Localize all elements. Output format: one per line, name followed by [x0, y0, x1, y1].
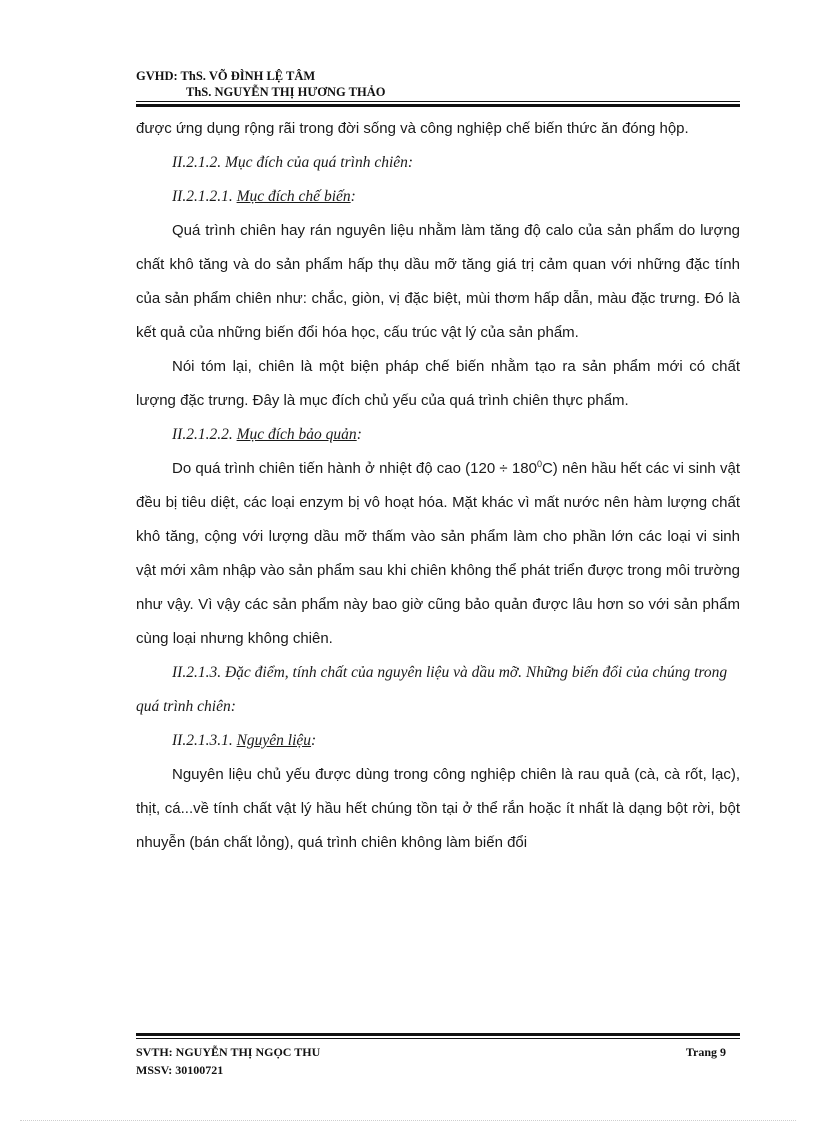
header-advisor-2: ThS. NGUYỄN THỊ HƯƠNG THẢO	[186, 85, 386, 99]
heading-preservation-purpose	[136, 418, 740, 452]
heading-colon: :	[311, 732, 317, 749]
heading-colon: :	[356, 426, 362, 443]
paragraph-preservation	[136, 452, 740, 656]
paragraph-intro: được ứng dụng rộng rãi trong đời sống và công nghiệp chế biến thức ăn đóng hộp.	[136, 120, 689, 137]
heading-raw-materials	[136, 724, 740, 758]
paragraph-processing: Quá trình chiên hay rán nguyên liệu nhằm làm tăng độ calo của sản phẩm do lượng chất khô tăng và do sản phẩm hấp thụ dầu mỡ tăng giá trị cảm quan với những đặc tính của sản phẩm chiên như: chắc, giòn, vị đặc biệt, mùi thơm hấp dẫn, màu đặc trưng. Đó là kết quả của những biến đổi hóa học, cấu trúc vật lý của sản phẩm.	[136, 222, 740, 341]
heading-colon: :	[350, 188, 356, 205]
heading-title: Nguyên liệu	[236, 732, 312, 749]
header-rule-thin	[136, 101, 740, 102]
paragraph-summary: Nói tóm lại, chiên là một biện pháp chế biến nhằm tạo ra sản phẩm mới có chất lượng đặc trưng. Đây là mục đích chủ yếu của quá trình chiên thực phẩm.	[136, 358, 740, 409]
heading-processing-purpose	[136, 180, 740, 214]
footer-student-id: MSSV: 30100721	[136, 1063, 224, 1077]
header-advisor-1: GVHD: ThS. VÕ ĐÌNH LỆ TÂM	[136, 69, 316, 83]
heading-title: Mục đích chế biến	[236, 188, 351, 205]
header-rule-thick	[136, 104, 740, 107]
page-number: Trang 9	[685, 1045, 726, 1059]
heading-characteristics: II.2.1.3. Đặc điểm, tính chất của nguyên liệu và dầu mỡ. Những biến đổi của chúng trong quá trình chiên:	[136, 664, 728, 715]
heading-number: II.2.1.2.1.	[172, 188, 237, 205]
text-run: Do quá trình chiên tiến hành ở nhiệt độ cao (120 ÷ 180	[172, 460, 537, 477]
paragraph-raw-materials: Nguyên liệu chủ yếu được dùng trong công nghiệp chiên là rau quả (cà, cà rốt, lạc), thịt, cá...về tính chất vật lý hầu hết chúng tồn tại ở thể rắn hoặc ít nhất là dạng bột rời, bột nhuyễn (bán chất lỏng), quá trình chiên không làm biến đổi	[136, 766, 740, 851]
page-edge-dotted-line	[20, 1120, 796, 1121]
heading-number: II.2.1.2.2.	[172, 426, 237, 443]
footer-rule-thin	[136, 1038, 740, 1039]
document-body	[136, 112, 740, 860]
footer-student: SVTH: NGUYỄN THỊ NGỌC THU	[136, 1045, 321, 1059]
page-header	[136, 68, 740, 100]
text-run: C) nên hầu hết các vi sinh vật đều bị tiêu diệt, các loại enzym bị vô hoạt hóa. Mặt khác vì mất nước nên hàm lượng chất khô tăng, cộng với lượng dầu mỡ thấm vào sản phẩm làm cho phần lớn các loại vi sinh vật mới xâm nhập vào sản phẩm sau khi chiên không thể phát triển được trong môi trường như vậy. Vì vậy các sản phẩm này bao giờ cũng bảo quản được lâu hơn so với sản phẩm cùng loại nhưng không chiên.	[136, 460, 741, 647]
heading-purpose: II.2.1.2. Mục đích của quá trình chiên:	[172, 154, 414, 171]
footer-rule-thick	[136, 1033, 740, 1036]
heading-title: Mục đích bảo quản	[236, 426, 357, 443]
heading-number: II.2.1.3.1.	[172, 732, 237, 749]
superscript: 0	[536, 459, 542, 469]
page-footer	[136, 1043, 740, 1079]
